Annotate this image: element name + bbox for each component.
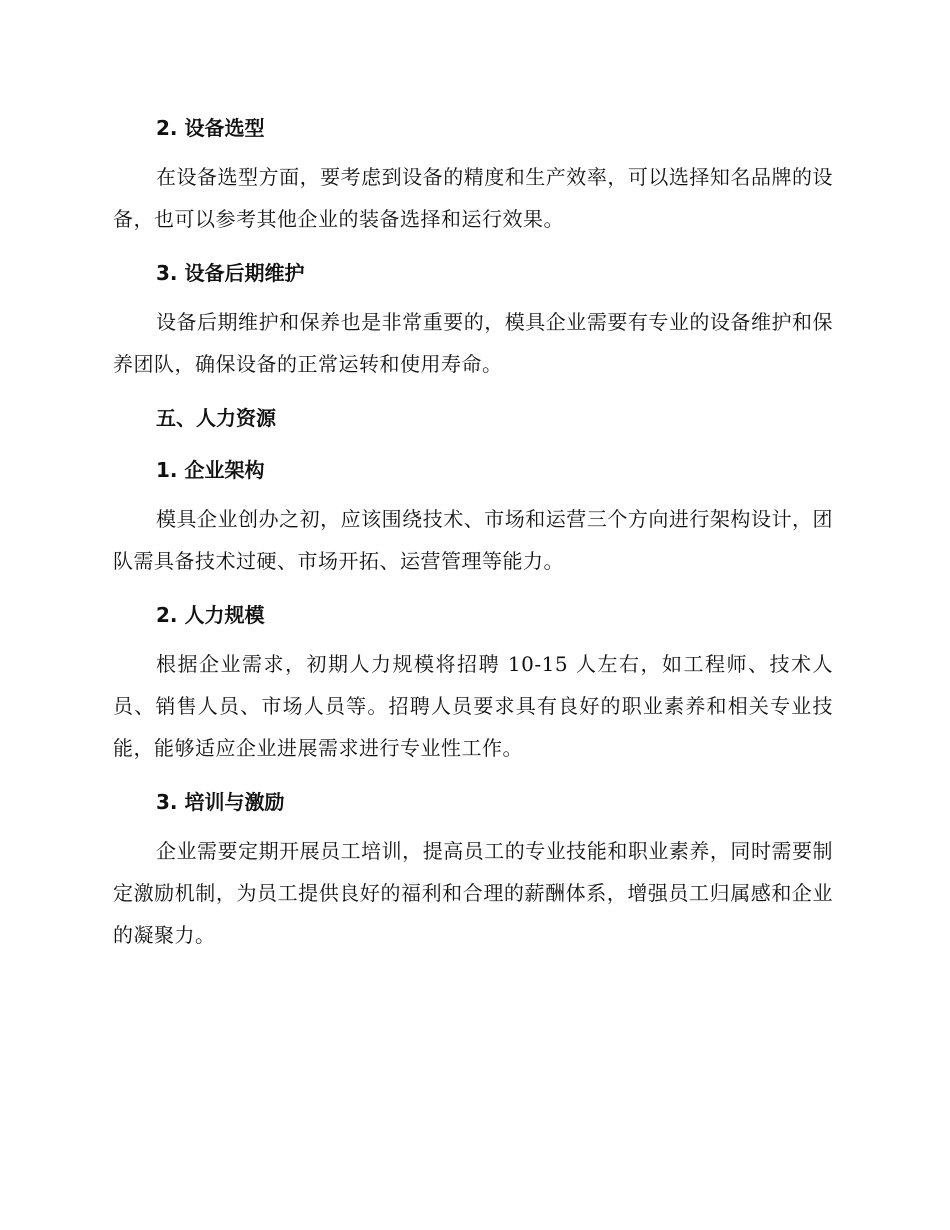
heading-equipment-selection: 2. 设备选型: [156, 116, 265, 140]
heading-training-incentives: 3. 培训与激励: [156, 790, 285, 814]
heading-equipment-maintenance: 3. 设备后期维护: [156, 261, 305, 285]
paragraph-equipment-selection: 在设备选型方面，要考虑到设备的精度和生产效率，可以选择知名品牌的设备，也可以参考其他企业的装备选择和运行效果。: [113, 165, 833, 231]
document-body: [113, 110, 833, 971]
paragraph-org-structure: 模具企业创办之初，应该围绕技术、市场和运营三个方向进行架构设计，团队需具备技术过硬、市场开拓、运营管理等能力。: [113, 507, 833, 573]
heading-staff-scale: 2. 人力规模: [156, 603, 265, 627]
paragraph-training-incentives: 企业需要定期开展员工培训，提高员工的专业技能和职业素养，同时需要制定激励机制，为员工提供良好的福利和合理的薪酬体系，增强员工归属感和企业的凝聚力。: [113, 839, 833, 947]
heading-org-structure: 1. 企业架构: [156, 458, 265, 482]
section-heading-human-resources: 五、人力资源: [156, 406, 276, 430]
paragraph-staff-scale: 根据企业需求，初期人力规模将招聘 10-15 人左右，如工程师、技术人员、销售人员、市场人员等。招聘人员要求具有良好的职业素养和相关专业技能，能够适应企业进展需求进行专业性工作。: [113, 652, 833, 760]
paragraph-equipment-maintenance: 设备后期维护和保养也是非常重要的，模具企业需要有专业的设备维护和保养团队，确保设备的正常运转和使用寿命。: [113, 310, 833, 376]
